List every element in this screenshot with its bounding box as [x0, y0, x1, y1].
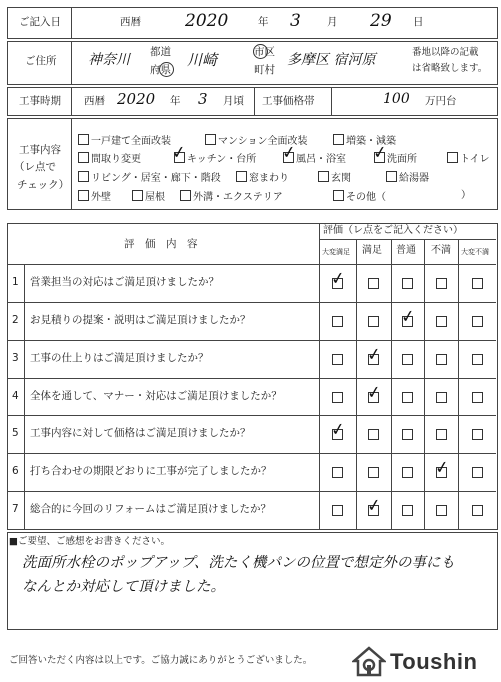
period-label-divider — [71, 87, 72, 116]
rating-checkbox[interactable] — [402, 429, 413, 440]
check-mark-icon: ✓ — [371, 142, 389, 164]
date-year-unit: 年 — [258, 16, 269, 28]
toushin-logo — [352, 646, 492, 678]
checkbox[interactable] — [333, 190, 344, 201]
date-year-value: 2020 — [185, 11, 229, 31]
work-label-divider — [71, 118, 72, 210]
checkbox[interactable] — [180, 190, 191, 201]
rating-checkbox[interactable] — [332, 467, 343, 478]
question-text: 工事の仕上りはご満足頂けましたか？ — [30, 352, 209, 364]
question-number: 2 — [12, 314, 19, 326]
rating-checkbox[interactable] — [402, 392, 413, 403]
period-label: 工事時期 — [19, 95, 61, 107]
evaluation-rating-header: 評価（レ点をご記入ください） — [323, 225, 463, 236]
table-rating-divider — [319, 223, 320, 529]
prefecture-unit-1: 都道 — [150, 46, 171, 58]
date-box — [7, 7, 498, 39]
checkbox[interactable] — [132, 190, 143, 201]
work-option-window[interactable]: 窓まわり — [236, 171, 289, 185]
address-note-1: 番地以降の記載 — [412, 47, 479, 58]
check-mark-icon: ✓ — [365, 382, 383, 404]
period-year-value: 2020 — [117, 90, 156, 108]
column-very-dissatisfied: 大変不満 — [461, 248, 489, 256]
checkbox[interactable] — [78, 190, 89, 201]
evaluation-content-header: 評 価 内 容 — [124, 238, 198, 250]
question-number: 4 — [12, 390, 19, 402]
comment-line-2: なんとか対応して頂けました。 — [22, 579, 225, 595]
rating-checkbox[interactable] — [332, 354, 343, 365]
question-text: お見積りの提案・説明はご満足頂けましたか？ — [30, 314, 251, 326]
rating-checkbox[interactable] — [436, 429, 447, 440]
rating-checkbox[interactable] — [368, 278, 379, 289]
period-month-unit: 月頃 — [223, 95, 244, 107]
city-unit-1: 市区 — [254, 46, 275, 58]
rating-checkbox[interactable] — [436, 278, 447, 289]
work-option-living[interactable]: リビング・居室・廊下・階段 — [78, 171, 221, 185]
checkbox[interactable] — [78, 152, 89, 163]
comment-line-1: 洗面所水栓のポップアップ、洗たく機パンの位置で想定外の事にも — [22, 555, 455, 571]
work-option-kitchen[interactable]: キッチン・台所 — [174, 152, 256, 166]
work-option-bath[interactable]: 風呂・浴室 — [283, 152, 346, 166]
table-col-divider — [458, 239, 459, 529]
address-town-value: 多摩区 宿河原 — [287, 52, 376, 68]
date-day-value: 29 — [370, 11, 392, 31]
date-label-divider — [71, 7, 72, 39]
period-price-divider-2 — [331, 87, 332, 116]
check-mark-icon: ✓ — [329, 419, 347, 441]
rating-checkbox[interactable] — [402, 467, 413, 478]
rating-checkbox[interactable] — [472, 429, 483, 440]
check-mark-icon: ✓ — [365, 344, 383, 366]
rating-checkbox[interactable] — [436, 392, 447, 403]
column-neutral: 普通 — [396, 245, 416, 256]
address-label-divider — [71, 41, 72, 85]
address-note-2: は省略致します。 — [412, 63, 488, 74]
rating-checkbox[interactable] — [472, 278, 483, 289]
brand-name: Toushin — [390, 649, 478, 674]
work-option-roof[interactable]: 屋根 — [132, 190, 165, 204]
question-number: 7 — [12, 503, 19, 515]
house-logo-icon — [352, 646, 386, 678]
table-row-divider — [7, 378, 496, 379]
rating-checkbox[interactable] — [472, 467, 483, 478]
check-mark-icon: ✓ — [170, 142, 188, 164]
work-option-other-close: ） — [461, 190, 471, 201]
date-month-value: 3 — [290, 11, 301, 31]
checkbox[interactable] — [236, 171, 247, 182]
table-row-divider — [7, 340, 496, 341]
checkbox[interactable] — [386, 171, 397, 182]
work-option-exterior[interactable]: 外溝・エクステリア — [180, 190, 283, 204]
table-header-divider — [319, 239, 496, 240]
work-option-water-heater[interactable]: 給湯器 — [386, 171, 429, 185]
footer-text: ご回答いただく内容は以上です。ご協力誠にありがとうございました。 — [9, 655, 313, 666]
question-number: 3 — [12, 352, 19, 364]
table-col-divider — [391, 239, 392, 529]
question-number: 6 — [12, 465, 19, 477]
work-option-extension[interactable]: 増築・減築 — [333, 134, 396, 148]
work-option-detached[interactable]: 一戸建て全面改装 — [78, 134, 171, 148]
rating-checkbox[interactable] — [402, 354, 413, 365]
rating-checkbox[interactable] — [472, 505, 483, 516]
check-mark-icon: ✓ — [433, 457, 451, 479]
table-row-divider — [7, 453, 496, 454]
rating-checkbox[interactable] — [436, 316, 447, 327]
city-shi-circle — [253, 44, 268, 59]
checkbox[interactable] — [318, 171, 329, 182]
work-label-3: チェック） — [17, 179, 70, 191]
rating-checkbox[interactable] — [472, 392, 483, 403]
table-row-divider — [7, 415, 496, 416]
work-label-1: 工事内容 — [19, 144, 61, 156]
rating-checkbox[interactable] — [368, 316, 379, 327]
rating-checkbox[interactable] — [402, 278, 413, 289]
comment-label: ■ご要望、ご感想をお書きください。 — [9, 536, 170, 547]
check-mark-icon: ✓ — [329, 268, 347, 290]
checkbox[interactable] — [447, 152, 458, 163]
date-era: 西暦 — [120, 16, 141, 28]
question-text: 打ち合わせの期限どおりに工事が完了しましたか？ — [30, 465, 272, 477]
work-option-layout[interactable]: 間取り変更 — [78, 152, 141, 166]
column-very-satisfied: 大変満足 — [322, 248, 350, 256]
checkbox[interactable] — [78, 134, 89, 145]
checkbox[interactable] — [205, 134, 216, 145]
rating-checkbox[interactable] — [472, 316, 483, 327]
period-era: 西暦 — [84, 95, 105, 107]
table-col-divider — [356, 239, 357, 529]
period-month-value: 3 — [198, 90, 208, 108]
price-unit: 万円台 — [425, 95, 457, 107]
table-row-divider — [7, 491, 496, 492]
column-satisfied: 満足 — [362, 245, 382, 256]
rating-checkbox[interactable] — [332, 392, 343, 403]
table-row-divider — [7, 302, 496, 303]
price-label: 工事価格帯 — [262, 95, 315, 107]
checkbox[interactable] — [78, 171, 89, 182]
rating-checkbox[interactable] — [436, 354, 447, 365]
period-price-divider-1 — [254, 87, 255, 116]
table-no-divider — [24, 264, 25, 529]
date-label: ご記入日 — [19, 16, 61, 28]
question-number: 1 — [12, 276, 19, 288]
check-mark-icon: ✓ — [280, 142, 298, 164]
city-unit-2: 町村 — [254, 64, 275, 76]
question-text: 営業担当の対応はご満足頂けましたか？ — [30, 276, 219, 288]
work-option-exterior-wall[interactable]: 外壁 — [78, 190, 111, 204]
check-mark-icon: ✓ — [399, 306, 417, 328]
work-option-mansion[interactable]: マンション全面改装 — [205, 134, 308, 148]
rating-checkbox[interactable] — [368, 429, 379, 440]
prefecture-fu-circle — [159, 62, 174, 77]
address-label: ご住所 — [25, 55, 57, 67]
check-mark-icon: ✓ — [365, 495, 383, 517]
prefecture-unit-2: 府県 — [150, 64, 171, 76]
checkbox[interactable] — [333, 134, 344, 145]
date-month-unit: 月 — [327, 16, 338, 28]
period-year-unit: 年 — [170, 95, 181, 107]
rating-checkbox[interactable] — [368, 467, 379, 478]
column-dissatisfied: 不満 — [431, 245, 451, 256]
question-text: 工事内容に対して価格はご満足頂けましたか？ — [30, 427, 251, 439]
rating-checkbox[interactable] — [332, 316, 343, 327]
question-number: 5 — [12, 427, 19, 439]
work-option-toilet[interactable]: トイレ — [447, 152, 490, 166]
work-label-2: （レ点で — [14, 161, 56, 173]
rating-checkbox[interactable] — [472, 354, 483, 365]
address-city-value: 川崎 — [187, 51, 218, 69]
rating-checkbox[interactable] — [332, 505, 343, 516]
price-value: 100 — [383, 91, 410, 107]
rating-checkbox[interactable] — [436, 505, 447, 516]
work-option-entrance[interactable]: 玄関 — [318, 171, 351, 185]
rating-checkbox[interactable] — [402, 505, 413, 516]
table-col-divider — [424, 239, 425, 529]
work-option-washroom[interactable]: 洗面所 — [374, 152, 417, 166]
date-day-unit: 日 — [413, 16, 424, 28]
table-row-divider — [7, 264, 496, 265]
question-text: 全体を通して、マナー・対応はご満足頂けましたか？ — [30, 390, 282, 402]
work-option-other[interactable]: その他（ — [333, 190, 386, 204]
address-prefecture-value: 神奈川 — [88, 52, 130, 68]
question-text: 総合的に今回のリフォームはご満足頂けましたか？ — [30, 503, 271, 515]
